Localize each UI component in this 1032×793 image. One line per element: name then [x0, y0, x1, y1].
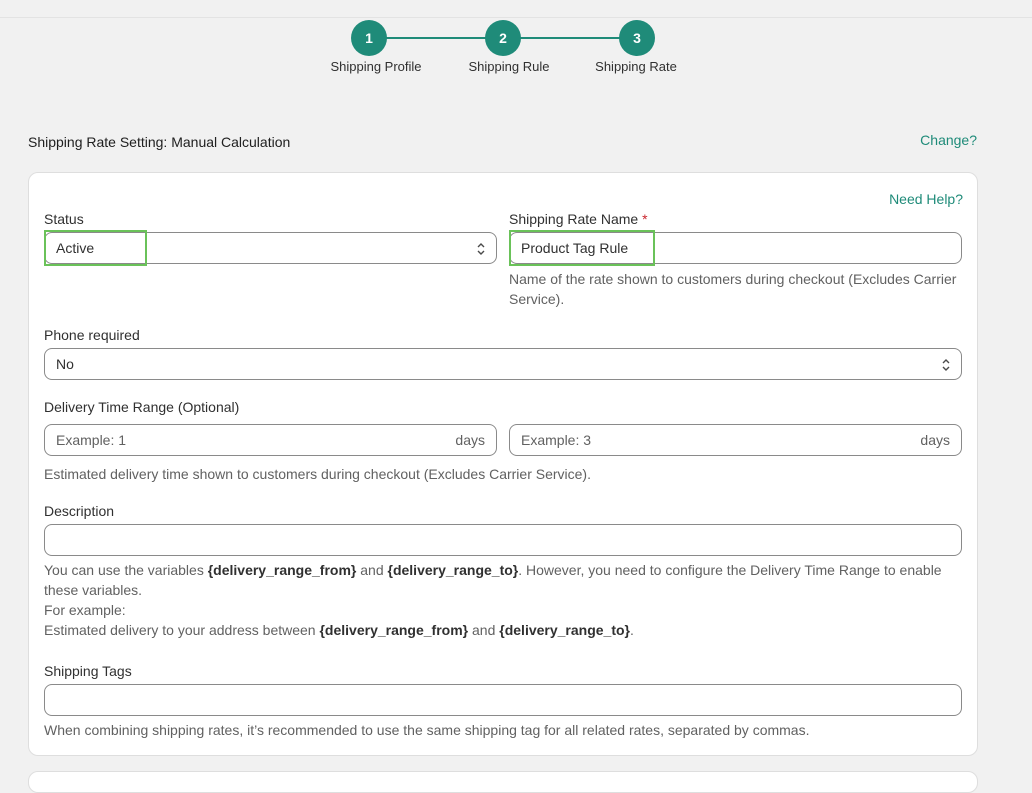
step-connector — [520, 37, 620, 39]
example-and: and — [468, 622, 500, 638]
change-link[interactable]: Change? — [920, 132, 977, 148]
delivery-from-input[interactable] — [44, 424, 497, 456]
phone-required-value: No — [56, 356, 74, 372]
phone-required-select[interactable] — [44, 348, 962, 380]
status-highlight — [44, 230, 147, 266]
step-2-label: Shipping Rule — [468, 59, 550, 74]
step-1-circle[interactable]: 1 — [351, 20, 387, 56]
example-variable-from: {delivery_range_from} — [319, 622, 469, 638]
rate-name-highlight — [509, 230, 655, 266]
rate-name-value: Product Tag Rule — [521, 240, 629, 256]
step-1-label: Shipping Profile — [330, 59, 422, 74]
rate-name-label — [509, 211, 648, 227]
shipping-rate-card — [28, 172, 978, 756]
select-chevron-icon — [475, 241, 487, 257]
page-title: Shipping Rate Setting: Manual Calculation — [28, 134, 291, 150]
need-help-link[interactable]: Need Help? — [889, 191, 963, 207]
shipping-tags-input[interactable] — [44, 684, 962, 716]
description-input[interactable] — [44, 524, 962, 556]
variable-from: {delivery_range_from} — [207, 562, 357, 578]
step-3-circle[interactable]: 3 — [619, 20, 655, 56]
top-divider — [0, 17, 1032, 18]
shipping-tags-help: When combining shipping rates, it’s recommended to use the same shipping tag for all related rates, separated by commas. — [44, 722, 810, 738]
delivery-range-label: Delivery Time Range (Optional) — [44, 399, 240, 415]
status-value: Active — [56, 240, 95, 256]
step-connector — [386, 37, 486, 39]
description-help — [44, 560, 969, 640]
shipping-tags-label: Shipping Tags — [44, 663, 132, 679]
phone-required-label: Phone required — [44, 327, 140, 343]
description-label: Description — [44, 503, 115, 519]
description-help-and: and — [356, 562, 388, 578]
required-mark: * — [642, 211, 648, 227]
rate-name-help: Name of the rate shown to customers during checkout (Excludes Carrier Service). — [509, 271, 957, 307]
variable-to: {delivery_range_to} — [387, 562, 519, 578]
status-label: Status — [44, 211, 84, 227]
rate-name-label-text: Shipping Rate Name — [509, 211, 639, 227]
delivery-to-placeholder: Example: 3 — [521, 432, 592, 448]
step-2-circle[interactable]: 2 — [485, 20, 521, 56]
delivery-range-help: Estimated delivery time shown to customers during checkout (Excludes Carrier Service). — [44, 466, 591, 482]
example-variable-to: {delivery_range_to} — [499, 622, 630, 638]
next-card — [28, 771, 978, 793]
description-help-suffix: . However, you need to configure the Delivery Time Range to enable these variables. — [44, 562, 942, 598]
delivery-to-unit: days — [920, 432, 950, 448]
example-label: For example: — [44, 602, 126, 618]
example-end: . — [630, 622, 634, 638]
description-help-prefix: You can use the variables — [44, 562, 208, 578]
delivery-from-unit: days — [455, 432, 485, 448]
delivery-to-input[interactable] — [509, 424, 962, 456]
example-prefix: Estimated delivery to your address between — [44, 622, 320, 638]
step-3-label: Shipping Rate — [595, 59, 677, 74]
delivery-from-placeholder: Example: 1 — [56, 432, 127, 448]
select-chevron-icon — [940, 357, 952, 373]
